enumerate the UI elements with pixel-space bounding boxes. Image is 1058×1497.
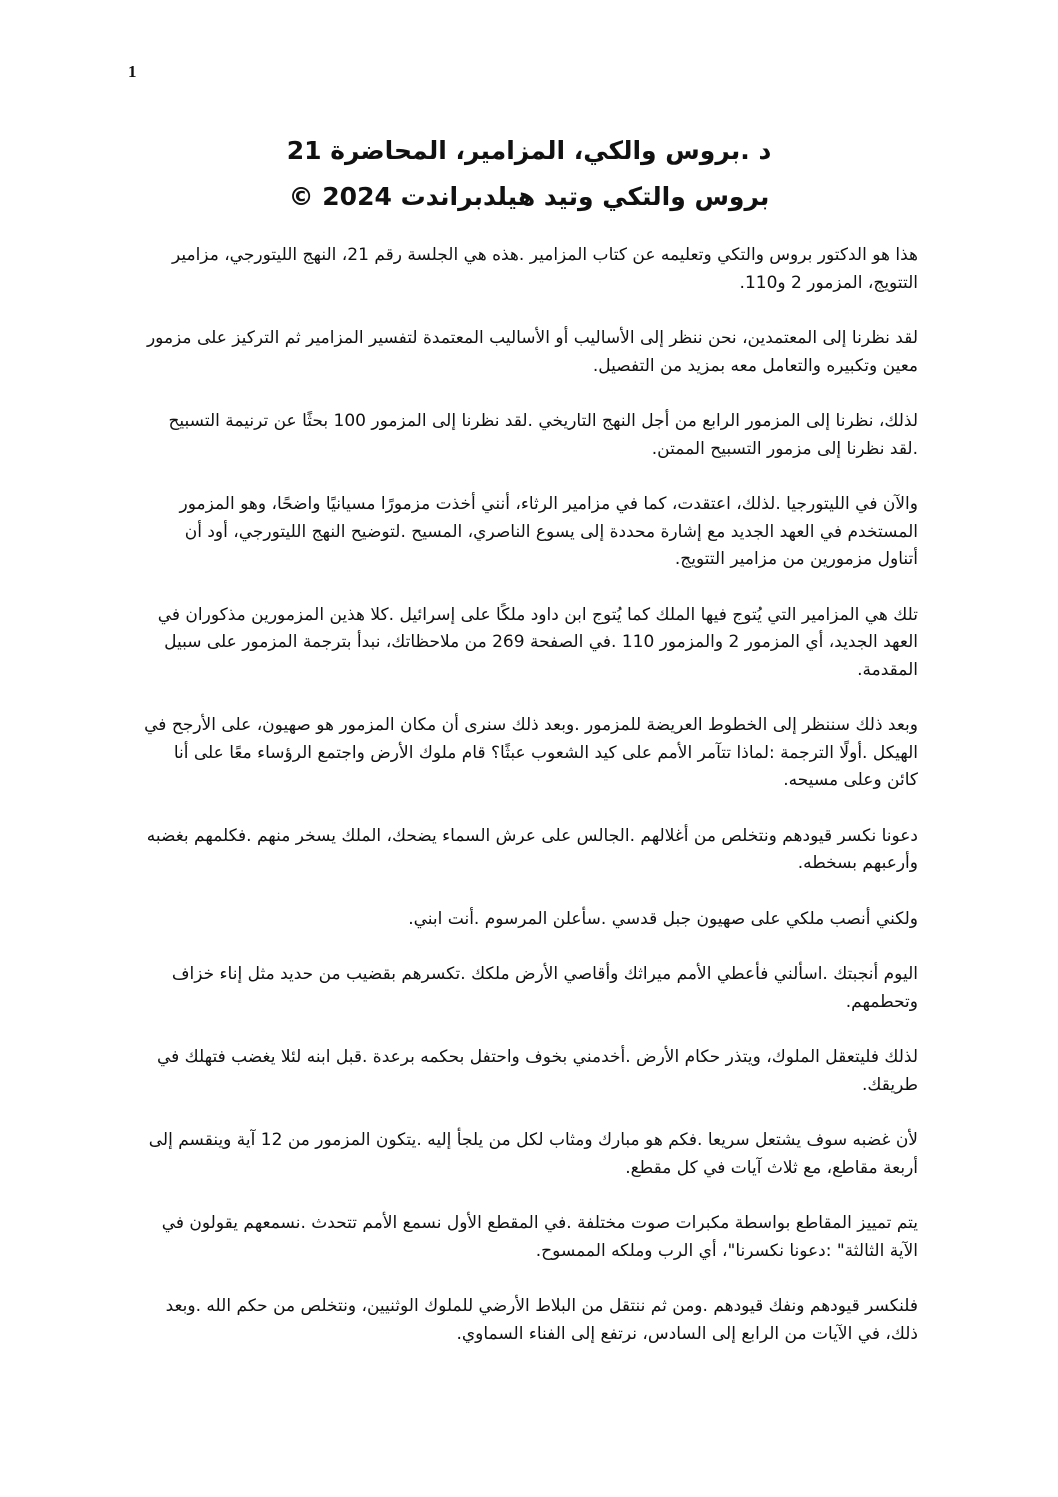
paragraph: وبعد ذلك سننظر إلى الخطوط العريضة للمزمور .وبعد ذلك سنرى أن مكان المزمور هو صهيون، على الأرجح في الهيكل .أولًا الترجمة :لماذا تتآمر الأمم على كيد الشعوب عبثًا؟ قام ملوك الأرض واجتمع الرؤساء معًا على أنا كائن وعلى مسيحه. (144, 715, 918, 790)
paragraph: ولكني أنصب ملكي على صهيون جبل قدسي .سأعلن المرسوم .أنت ابني. (408, 908, 918, 929)
document-body (140, 242, 918, 1376)
paragraph: فلنكسر قيودهم ونفك قيودهم .ومن ثم ننتقل من البلاط الأرضي للملوك الوثنيين، ونتخلص من حكم الله .وبعد ذلك، في الآيات من الرابع إلى السادس، نرتفع إلى الفناء السماوي. (165, 1296, 918, 1344)
paragraph: دعونا نكسر قيودهم ونتخلص من أغلالهم .الجالس على عرش السماء يضحك، الملك يسخر منهم .فكلمهم بغضبه وأرعبهم بسخطه. (146, 825, 918, 873)
paragraph: لذلك فليتعقل الملوك، ويتذر حكام الأرض .أخدمني بخوف واحتفل بحكمه برعدة .قبل ابنه لئلا يغضب فتهلك في طريقك. (156, 1047, 918, 1095)
paragraph: لقد نظرنا إلى المعتمدين، نحن ننظر إلى الأساليب أو الأساليب المعتمدة لتفسير المزامير ثم التركيز على مزمور معين وتكبيره والتعامل معه بمزيد من التفصيل. (146, 328, 918, 376)
title-line-2: بروس والتكي وتيد هيلدبراندت 2024 © (288, 182, 770, 211)
page-number: 1 (128, 62, 137, 81)
paragraph: اليوم أنجبتك .اسألني فأعطي الأمم ميراثك وأقاصي الأرض ملكك .تكسرهم بقضيب من حديد مثل إناء خزاف وتحطمهم. (171, 964, 918, 1012)
paragraph: والآن في الليتورجيا .لذلك، اعتقدت، كما في مزامير الرثاء، أنني أخذت مزمورًا مسيانيًا واضحًا، وهو المزمور المستخدم في العهد الجديد مع إشارة محددة إلى يسوع الناصري، المسيح .لتوضيح النهج الليتورجي، أود أن أتناول مزمورين من مزامير التتويج. (179, 494, 918, 569)
paragraph: يتم تمييز المقاطع بواسطة مكبرات صوت مختلفة .في المقطع الأول نسمع الأمم تتحدث .نسمعهم يقولون في الآية الثالثة" :دعونا نكسرنا"، أي الرب وملكه الممسوح. (161, 1213, 918, 1261)
document-title (140, 128, 918, 220)
paragraph: هذا هو الدكتور بروس والتكي وتعليمه عن كتاب المزامير .هذه هي الجلسة رقم 21، النهج الليتورجي، مزامير التتويج، المزمور 2 و110. (171, 245, 918, 293)
paragraph: لذلك، نظرنا إلى المزمور الرابع من أجل النهج التاريخي .لقد نظرنا إلى المزمور 100 بحثًا عن ترنيمة التسبيح .لقد نظرنا إلى مزمور التسبيح الممتن. (168, 411, 918, 459)
title-line-1: د .بروس والكي، المزامير، المحاضرة 21 (286, 136, 772, 165)
paragraph: لأن غضبه سوف يشتعل سريعا .فكم هو مبارك ومثاب لكل من يلجأ إليه .يتكون المزمور من 12 آية وينقسم إلى أربعة مقاطع، مع ثلاث آيات في كل مقطع. (148, 1130, 918, 1178)
paragraph: تلك هي المزامير التي يُتوج فيها الملك كما يُتوج ابن داود ملكًا على إسرائيل .كلا هذين المزمورين مذكوران في العهد الجديد، أي المزمور 2 والمزمور 110 .في الصفحة 269 من ملاحظاتك، نبدأ بترجمة المزمور على سبيل المقدمة. (157, 604, 918, 680)
